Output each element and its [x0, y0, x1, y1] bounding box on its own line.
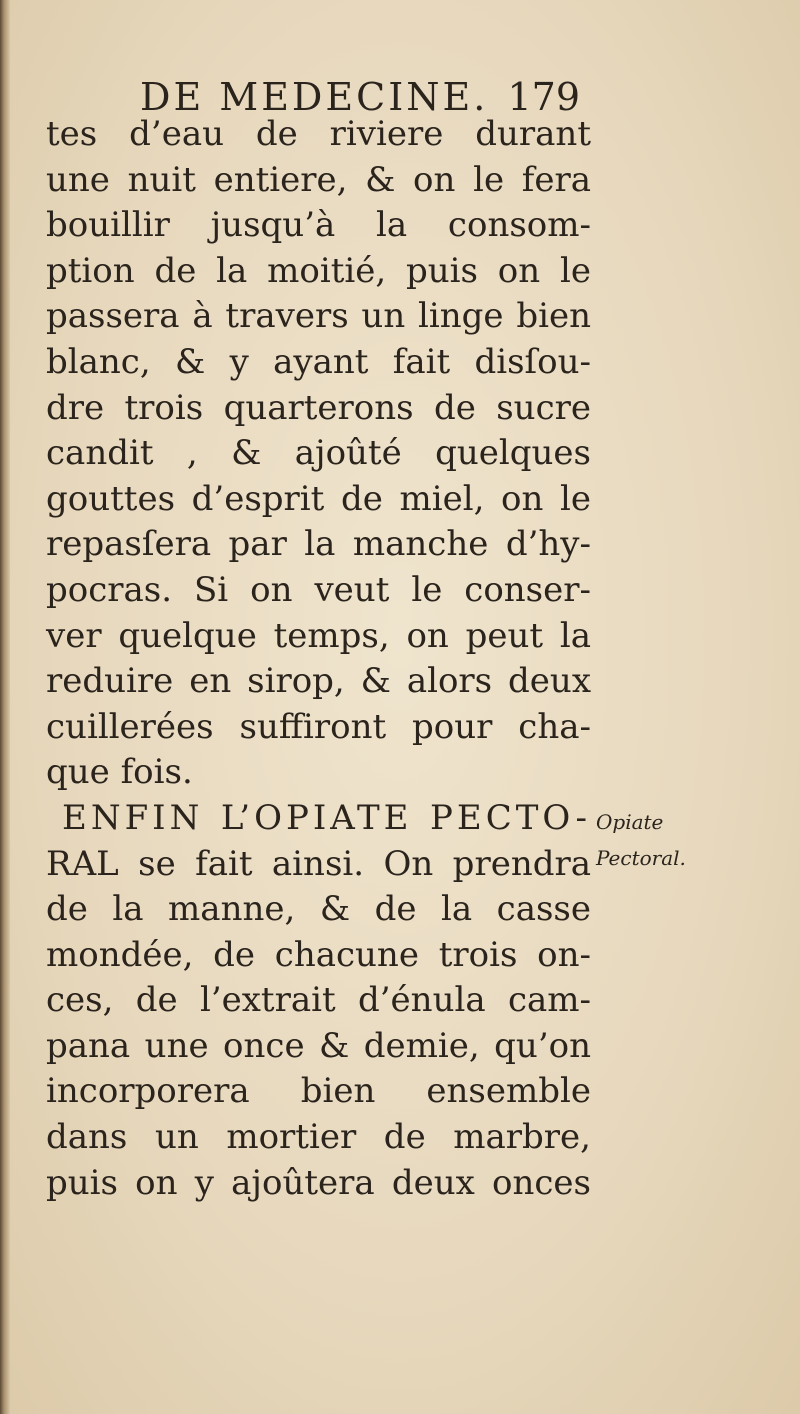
text-line: passera à travers un linge bien	[46, 296, 591, 337]
text-line: une nuit entiere, & on le fera	[46, 159, 591, 200]
page-number: 179	[507, 75, 580, 119]
section-opening-line: ENFIN L’OPIATE PECTO-	[62, 797, 591, 838]
text-line: incorporera bien ensemble	[46, 1071, 591, 1112]
text-line: pana une once & demie, qu’on	[46, 1025, 591, 1066]
text-line: pocras. Si on veut le conser-	[46, 569, 591, 610]
text-line: puis on y ajoûtera deux onces	[46, 1162, 591, 1203]
margin-note	[596, 804, 706, 876]
text-line: candit , & ajoûté quelques	[46, 433, 591, 474]
text-line: ces, de l’extrait d’énula cam-	[46, 980, 591, 1021]
text-line: RAL se fait ainsi. On prendra	[46, 843, 591, 884]
text-line: blanc, & y ayant fait disſou-	[46, 341, 591, 382]
text-line: reduire en sirop, & alors deux	[46, 661, 591, 702]
text-line: tes d’eau de riviere durant	[46, 114, 591, 154]
margin-note-line: Opiate	[596, 810, 664, 834]
text-line: repasſera par la manche d’hy-	[46, 524, 591, 565]
text-line: que fois.	[46, 752, 193, 793]
text-line: gouttes d’esprit de miel, on le	[46, 478, 591, 519]
text-line: bouillir jusqu’à la consom-	[46, 205, 591, 246]
text-line: dre trois quarterons de sucre	[46, 387, 591, 428]
text-line: de la manne, & de la casse	[46, 889, 591, 930]
body-text	[46, 112, 591, 1206]
text-line: ver quelque temps, on peut la	[46, 615, 591, 656]
text-line: cuillerées suffiront pour cha-	[46, 706, 591, 747]
text-line: mondée, de chacune trois on-	[46, 934, 591, 975]
text-line: ption de la moitié, puis on le	[46, 250, 591, 291]
text-line: dans un mortier de marbre,	[46, 1117, 591, 1158]
margin-note-line: Pectoral.	[596, 846, 686, 870]
running-title: DE MEDECINE.	[140, 75, 489, 119]
page-gutter	[0, 0, 10, 1414]
